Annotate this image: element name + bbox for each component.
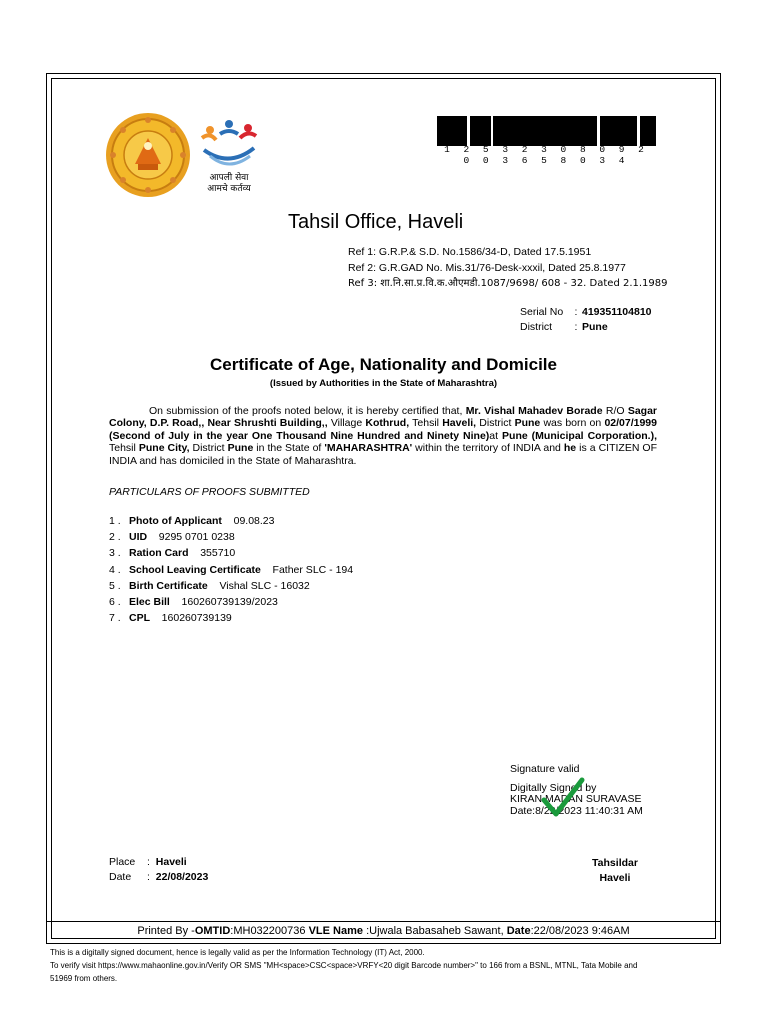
birthplace: Pune (Municipal Corporation.), <box>502 429 657 442</box>
particulars-heading: PARTICULARS OF PROOFS SUBMITTED <box>109 486 310 498</box>
ref-3: Ref 3: शा.नि.सा.प्र.वि.क.औएमडी.1087/9698/ 608 - 32. Dated 2.1.1989 <box>348 278 668 289</box>
logo-caption-2: आमचे कर्तव्य <box>207 184 251 194</box>
proof-item: 3 . Ration Card 355710 <box>109 547 236 560</box>
signer-name: KIRAN MADAN SURAVASE <box>510 793 642 805</box>
aaple-sarkar-logo <box>196 116 262 198</box>
check-icon <box>540 776 586 820</box>
serial-value: 419351104810 <box>582 306 652 318</box>
logo-caption-1: आपली सेवा <box>209 173 249 183</box>
date-value: 22/08/2023 <box>155 871 209 883</box>
applicant-address: Sagar Colony, D.P. Road,, Near Shrushti Building,, <box>109 405 658 430</box>
certificate-title: Certificate of Age, Nationality and Domicile <box>210 355 557 374</box>
tahsildar-block: Tahsildar Haveli <box>592 857 638 884</box>
date-of-birth: 02/07/1999 (Second of July in the year One Thousand Nine Hundred and Ninety Nine) <box>109 417 657 442</box>
barcode-number: 1 2 5 3 2 3 0 8 0 9 2 0 0 3 6 5 8 0 3 4 <box>444 144 648 166</box>
ref-1: Ref 1: G.R.P.& S.D. No.1586/34-D, Dated 17.5.1951 <box>348 246 592 258</box>
proof-item: 7 . CPL 160260739139 <box>109 612 232 625</box>
signature-date: Date:8/22/2023 11:40:31 AM <box>510 804 643 817</box>
signature-valid: Signature valid <box>510 763 580 775</box>
digital-signature: Signature valid Digitally Signed by KIRAN MADAN SURAVASE Date:8/22/2023 11:40:31 AM <box>510 763 643 817</box>
maharashtra-seal-logo <box>105 112 191 198</box>
proof-item: 5 . Birth Certificate Vishal SLC - 16032 <box>109 579 310 592</box>
applicant-name: Mr. Vishal Mahadev Borade <box>465 405 603 417</box>
references <box>348 245 668 292</box>
proof-item: 6 . Elec Bill 160260739139/2023 <box>109 596 278 609</box>
serial-label: Serial No <box>520 306 564 318</box>
place-date-block: Place : Haveli Date : 22/08/2023 <box>109 856 209 883</box>
office-title: Tahsil Office, Haveli <box>288 211 464 233</box>
district-value: Pune <box>582 321 608 333</box>
proofs-list <box>109 513 353 626</box>
proof-item: 2 . UID 9295 0701 0238 <box>109 531 235 544</box>
printed-by-line: Printed By -OMTID:MH032200736 VLE Name :Ujwala Babasaheb Sawant, Date:22/08/2023 9:46AM <box>46 921 721 941</box>
serial-district-block: Serial No : 419351104810 District : Pune <box>520 306 652 333</box>
certificate-body: On submission of the proofs noted below, it is hereby certified that, Mr. Vishal Mahadev Borade R/O Sagar Colony, D.P. Road,, Near Shrushti Building,, Village Kothrud, Tehsil Haveli, District Pune was born on 02/07/1999 (Second of July in the year One Thousand Nine Hundred and Ninety Nine)at Pune (Municipal Corporation.), Tehsil Pune City, District Pune in the State of 'MAHARASHTRA' within the territory of INDIA and he is a CITIZEN OF INDIA and has domiciled in the State of Maharashtra. <box>109 405 658 467</box>
ref-2: Ref 2: G.R.GAD No. Mis.31/76-Desk-xxxil, Dated 25.8.1977 <box>348 261 626 274</box>
proof-item: 1 . Photo of Applicant 09.08.23 <box>109 515 275 527</box>
place-value: Haveli <box>155 856 187 868</box>
barcode <box>436 116 656 146</box>
proof-item: 4 . School Leaving Certificate Father SLC - 194 <box>109 563 354 576</box>
district-label: District <box>520 321 553 333</box>
footer-note: This is a digitally signed document, hence is legally valid as per the Information Technology (IT) Act, 2000. To verify visit https://www.mahaonline.gov.in/Verify OR SMS "MH<space>CSC<space>VRFY<20 digit Barcode number>" to 166 from a BSNL, MTNL, Tata Mobile and 51969 from others. <box>50 948 638 983</box>
certificate-subtitle: (Issued by Authorities in the State of Maharashtra) <box>269 378 498 389</box>
